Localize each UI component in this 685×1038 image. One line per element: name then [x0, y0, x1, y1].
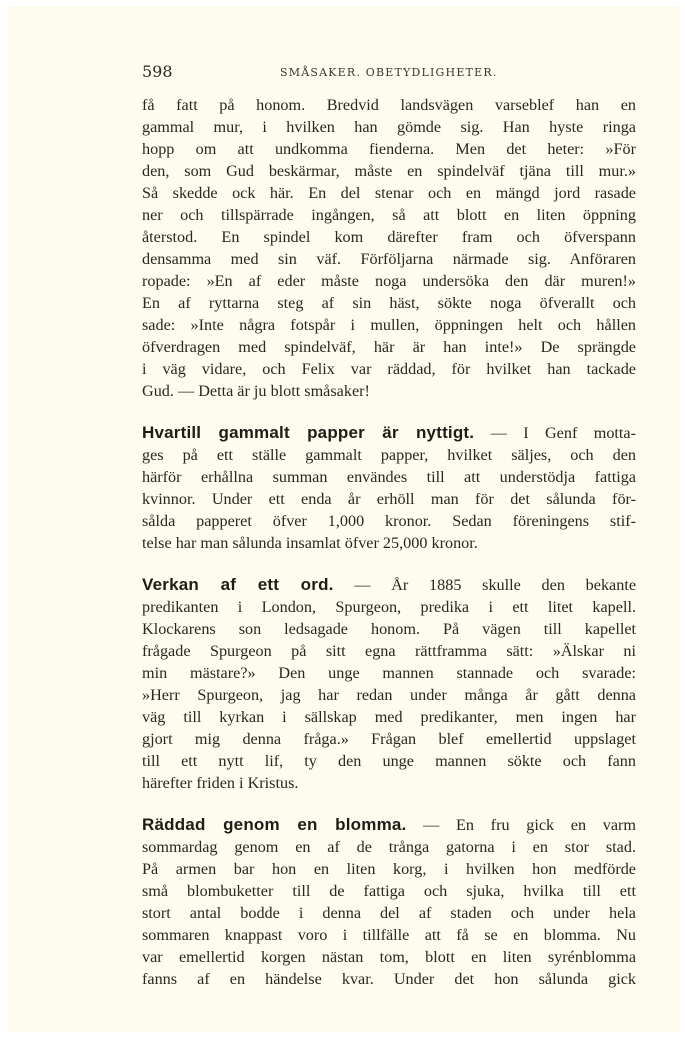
text-line: Så skedde ock här. En del stenar och en mängd jord rasade: [142, 184, 636, 202]
text-line: kvinnor. Under ett enda år erhöll man för det sålunda för-: [142, 490, 636, 508]
text-line: fanns af en händelse kvar. Under det hon sålunda gick: [142, 970, 636, 988]
text-line: den, som Gud beskärmar, måste en spindelväf tjäna till mur.»: [142, 162, 636, 180]
text-line: Klockarens son ledsagade honom. På vägen till kapellet: [142, 620, 636, 638]
text-line: sålda papperet öfver 1,000 kronor. Sedan föreningens stif-: [142, 512, 636, 530]
text-line: »Herr Spurgeon, jag har redan under många år gått denna: [142, 686, 636, 704]
text-line: hopp om att undkomma fienderna. Men det heter: »För: [142, 140, 636, 158]
text-line: sommaren knappast voro i tillfälle att få se en blomma. Nu: [142, 926, 636, 944]
text-line: predikanten i London, Spurgeon, predika i ett litet kapell.: [142, 598, 636, 616]
text-line: ges på ett ställe gammalt papper, hvilket säljes, och den: [142, 446, 636, 464]
article-saved-by-flower: [142, 814, 636, 990]
text-line: telse har man sålunda insamlat öfver 25,000 kronor.: [142, 534, 478, 552]
text-line: sommardag genom en af de trånga gatorna i en stor stad.: [142, 838, 636, 856]
running-title: SMÅSAKER. OBETYDLIGHETER.: [280, 66, 498, 79]
text-line: få fatt på honom. Bredvid landsvägen varseblef han en: [142, 96, 636, 114]
text-line: ropade: »En af eder måste noga undersöka den där muren!»: [142, 272, 636, 290]
text-line: densamma med sin väf. Förföljarna närmade sig. Anföraren: [142, 250, 636, 268]
text-line: härefter friden i Kristus.: [142, 774, 299, 792]
text-line: min mästare?» Den unge mannen stannade och svarade:: [142, 664, 636, 682]
article-first-line: [142, 814, 636, 836]
text-line: Gud. — Detta är ju blott småsaker!: [142, 382, 370, 400]
page-header: [142, 62, 642, 86]
text-segment: — I Genf motta-: [490, 424, 636, 442]
article-old-paper: [142, 422, 636, 554]
article-heading: Verkan af ett ord.: [142, 575, 334, 594]
article-heading: Räddad genom en blomma.: [142, 815, 407, 834]
text-line: återstod. En spindel kom därefter fram och öfverspann: [142, 228, 636, 246]
book-page: [8, 6, 680, 1032]
text-line: gjort mig denna fråga.» Frågan blef emellertid uppslaget: [142, 730, 636, 748]
text-line: var emellertid korgen nästan tom, blott en liten syrénblomma: [142, 948, 636, 966]
text-line: till ett nytt lif, ty den unge mannen sökte och fann: [142, 752, 636, 770]
text-line: På armen bar hon en liten korg, i hvilken hon medförde: [142, 860, 636, 878]
text-line: ner och tillspärrade ingången, så att blott en liten öppning: [142, 206, 636, 224]
text-line: sade: »Inte några fotspår i mullen, öppningen helt och hållen: [142, 316, 636, 334]
text-line: väg till kyrkan i sällskap med predikanter, men ingen har: [142, 708, 636, 726]
page-number: 598: [142, 62, 173, 81]
text-line: öfverdragen med spindelväf, här är han inte!» De sprängde: [142, 338, 636, 356]
article-heading: Hvartill gammalt papper är nyttigt.: [142, 423, 475, 442]
body-text: [142, 94, 636, 990]
text-line: i väg vidare, och Felix var räddad, för hvilket han tackade: [142, 360, 636, 378]
text-line: En af ryttarna steg af sin häst, sökte noga öfverallt och: [142, 294, 636, 312]
paragraph-felix-story: [142, 94, 636, 402]
article-first-line: [142, 422, 636, 444]
text-line: gammal mur, i hvilken han gömde sig. Han hyste ringa: [142, 118, 636, 136]
text-segment: — År 1885 skulle den bekante: [354, 576, 636, 594]
text-line: små blombuketter till de fattiga och sjuka, hvilka till ett: [142, 882, 636, 900]
text-line: stort antal bodde i denna del af staden och under hela: [142, 904, 636, 922]
article-first-line: [142, 574, 636, 596]
text-line: härför erhållna summan envändes till att understödja fattiga: [142, 468, 636, 486]
article-effect-of-word: [142, 574, 636, 794]
text-segment: — En fru gick en varm: [423, 816, 637, 834]
text-line: frågade Spurgeon på sitt egna rättframma sätt: »Älskar ni: [142, 642, 636, 660]
